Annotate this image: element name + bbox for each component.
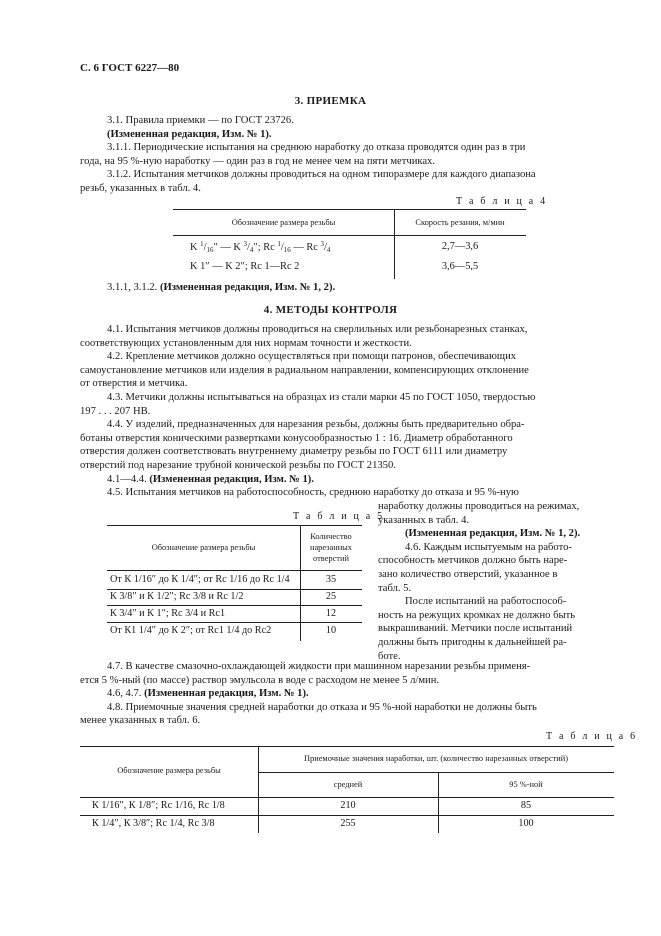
table-6-top-rule (80, 746, 614, 747)
table-5-row-3-thread: К 3/4″ и К 1″; Rc 3/4 и Rc1 (110, 608, 226, 619)
table-4-row-1-thread: K $^1/_{16}''$ — K $^3/_4''$; Rc $^1/_{16}$ — Rc $^3/_4$ (190, 240, 331, 254)
table-4-top-rule (173, 209, 526, 210)
table-4-caption: Т а б л и ц а 4 (456, 196, 548, 207)
table-5-header-count: Количество нарезанных отверстий (309, 532, 352, 563)
table-5-header-thread: Обозначение размера резьбы (151, 543, 256, 552)
table-4-row-2-speed: 3,6—5,5 (441, 261, 479, 272)
table-5-row-4-thread: От К1 1/4″ до К 2″; от Rc1 1/4 до Rc2 (110, 625, 272, 636)
amendment-note-3: 3.1.1, 3.1.2. (Измененная редакция, Изм. № 1, 2). (107, 282, 336, 293)
table-5-row-2-count: 25 (325, 591, 337, 602)
table-5-row-2-thread: К 3/8″ и К 1/2″; Rc 3/8 и Rc 1/2 (110, 591, 244, 602)
section-4-title: 4. МЕТОДЫ КОНТРОЛЯ (263, 304, 398, 316)
table-5-row-rule-1 (107, 589, 362, 590)
table-5-row-3-count: 12 (325, 608, 337, 619)
page-header: С. 6 ГОСТ 6227—80 (80, 62, 180, 74)
table-6-row-1-thread: К 1/16″, К 1/8″; Rc 1/16, Rc 1/8 (92, 800, 225, 811)
table-6-row-2-mean: 255 (340, 818, 356, 829)
table-5-caption: Т а б л и ц а 5 (293, 511, 385, 522)
table-4-header-rule (173, 235, 526, 236)
table-5-row-rule-2 (107, 605, 362, 606)
table-6-header-thread: Обозначение размера резьбы (117, 766, 221, 775)
table-4-row-2-thread: K 1″ — K 2″; Rc 1—Rc 2 (190, 261, 300, 272)
table-6-row-2-95: 100 (518, 818, 534, 829)
table-4-header-thread: Обозначение размера резьбы (231, 218, 336, 227)
table-6-header-rule (80, 797, 614, 798)
table-5-header-rule (107, 570, 362, 571)
table-5-row-4-count: 10 (325, 625, 337, 636)
paragraphs-4-1-to-4-4: 4.1. Испытания метчиков должны проводиться на сверлильных или резьбонарезных станках, соответствующих установленным для них нормам точности и жесткости. 4.2. Крепление метчиков должно осуществляться при помощи патронов, обеспечивающих самоустановление метчиков или изделия в радиальном направлении, компенсирующих отклонение от отверстия и метчика. 4.3. Метчики должны испытываться на образцах из стали марки 45 по ГОСТ 1050, твердостью 197 . . . 207 НВ. 4.4. У изделий, предназначенных для нарезания резьбы, должны быть предварительно обра- ботаны отверстия коническими развертками конусообразностью 1 : 16. Диаметр обработанного отверстия должен соответствовать внутреннему диаметру резьбы по ГОСТ 6111 или диаметру отверстий под нарезание трубной конической резьбы по ГОСТ 21350. 4.1—4.4. (Измененная редакция, Изм. № 1). 4.5. Испытания метчиков на работоспособность, среднюю наработку до отказа и 95 %-ную (80, 324, 536, 499)
paragraph-3-1: 3.1. Правила приемки — по ГОСТ 23726. (Измененная редакция, Изм. № 1). 3.1.1. Периодические испытания на среднюю наработку до отказа проводятся один раз в три года, на 95 %-ную наработку — один раз в год не менее чем на пяти метчиках. 3.1.2. Испытания метчиков должны проводиться на одном типоразмере для каждого диапазона резьб, указанных в табл. 4. (80, 115, 536, 194)
table-6-subheader-rule (258, 772, 614, 773)
table-5-row-1-thread: От К 1/16″ до К 1/4″; от Rc 1/16 до Rc 1/4 (110, 574, 290, 585)
table-6-header-95: 95 %-ной (509, 780, 543, 789)
table-6-row-2-thread: К 1/4″, К 3/8″; Rc 1/4, Rc 3/8 (92, 818, 215, 829)
table-6-row-1-mean: 210 (340, 800, 356, 811)
table-6-header-values: Приемочные значения наработки, шт. (количество нарезанных отверстий) (304, 754, 568, 763)
table-6-header-mean: средней (333, 780, 363, 789)
table-4-row-1-speed: 2,7—3,6 (441, 241, 479, 252)
table-5-row-rule-3 (107, 622, 362, 623)
paragraphs-4-7-to-4-8: 4.7. В качестве смазочно-охлаждающей жидкости при машинном нарезании резьбы применя- ется 5 %-ный (по массе) раствор эмульсола в воде с расходом не менее 5 л/мин. 4.6, 4.7. (Измененная редакция, Изм. № 1). 4.8. Приемочные значения средней наработки до отказа и 95 %-ной наработки не должны быть менее указанных в табл. 6. (80, 661, 537, 727)
table-6-caption: Т а б л и ц а 6 (546, 731, 638, 742)
section-3-title: 3. ПРИЕМКА (294, 95, 367, 107)
paragraph-4-5-continued: наработку должны проводиться на режимах, указанных в табл. 4. (Измененная редакция, Изм. № 1, 2). 4.6. Каждым испытуемым на работо- способность метчиков должно быть наре- зано количество отверстий, указанное в табл. 5. После испытаний на работоспособ- ность на режущих кромках не должно быть выкрашиваний. Метчики после испытаний должны быть пригодны к дальнейшей ра- боте. (378, 501, 581, 662)
table-6-row-rule (80, 815, 614, 816)
table-5-row-1-count: 35 (325, 574, 337, 585)
table-4-header-speed: Скорость резания, м/мин (415, 218, 505, 227)
table-6-row-1-95: 85 (520, 800, 532, 811)
table-5-top-rule (107, 525, 362, 526)
